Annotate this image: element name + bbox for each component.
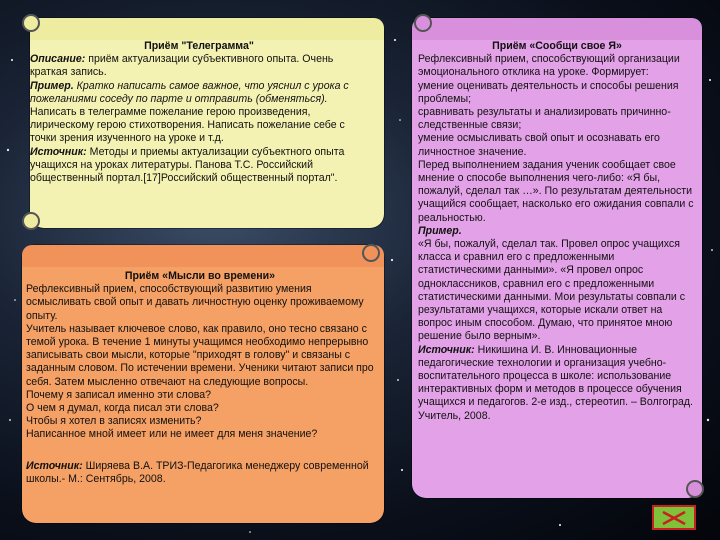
scroll-roll — [22, 245, 384, 267]
thoughts-question: Чтобы я хотел в записях изменить? — [26, 415, 202, 428]
report-self-item: сравнивать результаты и анализировать причинно-следственные связи; — [418, 106, 671, 132]
scroll-roll — [412, 18, 702, 40]
scroll-curl-icon — [686, 480, 704, 498]
scroll-curl-icon — [414, 14, 432, 32]
thoughts-title: Приём «Мысли во времени» — [124, 270, 276, 282]
report-self-example: «Я бы, пожалуй, сделал так. Провел опрос учащихся класса и сравнил его с предложенными статистическими данными». «Я провел опрос одноклассников, сравнил его с предложенными статистическими данными. Мои результаты совпали с результатами учащихся, которые искали ответ на вопрос иным способом. Думаю, что принятое мною решение было верным». — [418, 238, 686, 343]
next-slide-icon — [659, 509, 689, 527]
telegram-title: Приём "Телеграмма" — [144, 40, 254, 52]
scroll-curl-icon — [22, 212, 40, 230]
report-self-source: Источник: Никишина И. В. Инновационные педагогические технологии и организация учебно-воспитательного процесса в школе: использование интерактивных форм и методов в процессе обучения учащихся и педагогов. 2-е изд., стереотип. – Волгоград. Учитель, 2008. — [418, 343, 693, 422]
telegram-text — [30, 40, 368, 185]
thoughts-body: Учитель называет ключевое слово, как правило, оно тесно связано с темой урока. В течение 1 минуты учащимся необходимо непрерывно записывать свои мысли, которые "приходят в голову" и связаны с заданным словом. По истечении времени. Ученики читают записи про себя. Затем мысленно отвечают на следующие вопросы. — [26, 322, 374, 388]
thoughts-in-time-text — [26, 270, 374, 486]
report-self-title: Приём «Сообщи свое Я» — [492, 40, 622, 52]
report-self-intro: Рефлексивный прием, способствующий организации эмоционального отклика на уроке. Формирует: — [418, 53, 680, 79]
telegram-example: Пример. Кратко написать самое важное, что уяснил с урока с пожеланиями соседу по парте и отправить (обменяться). Написать в телеграмме пожелание герою произведения, лирическому герою стихотворения. Написать пожелание себе с точки зрения изученного на уроке и т.д. — [30, 79, 349, 145]
scroll-roll — [30, 18, 384, 40]
report-self-text — [418, 40, 696, 423]
report-self-body: Перед выполнением задания ученик сообщает свое мнение о способе выполнения чего-либо: «Я бы, пожалуй, сделал так …». По результатам деятельности учащийся сообщает, насколько его ожидания совпали с реальностью. — [418, 158, 694, 224]
thoughts-question: О чем я думал, когда писал эти слова? — [26, 402, 219, 415]
thoughts-intro: Рефлексивный прием, способствующий развитию умения осмысливать свой опыт и давать личностную оценку проживаемому опыту. — [26, 283, 364, 322]
scroll-curl-icon — [22, 14, 40, 32]
telegram-description: Описание: приём актуализации субъективного опыта. Очень краткая запись. — [30, 53, 334, 79]
next-slide-button[interactable] — [652, 505, 696, 530]
telegram-source: Источник: Методы и приемы актуализации субъектного опыта учащихся на уроках литературы. Панова Т.С. Российский общественный портал.[17]Российский общественный портал". — [30, 145, 345, 185]
report-self-item: умение оценивать деятельность и способы решения проблемы; — [418, 79, 679, 105]
scroll-curl-icon — [362, 244, 380, 262]
thoughts-source: Источник: Ширяева В.А. ТРИЗ-Педагогика менеджеру современной школы.- М.: Сентябрь, 2008. — [26, 459, 369, 485]
thoughts-question: Почему я записал именно эти слова? — [26, 388, 212, 401]
report-self-item: умение осмысливать свой опыт и осознавать его личностное значение. — [418, 132, 660, 158]
report-self-example-label: Пример. — [418, 224, 462, 237]
thoughts-question: Написанное мной имеет или не имеет для меня значение? — [26, 428, 318, 441]
